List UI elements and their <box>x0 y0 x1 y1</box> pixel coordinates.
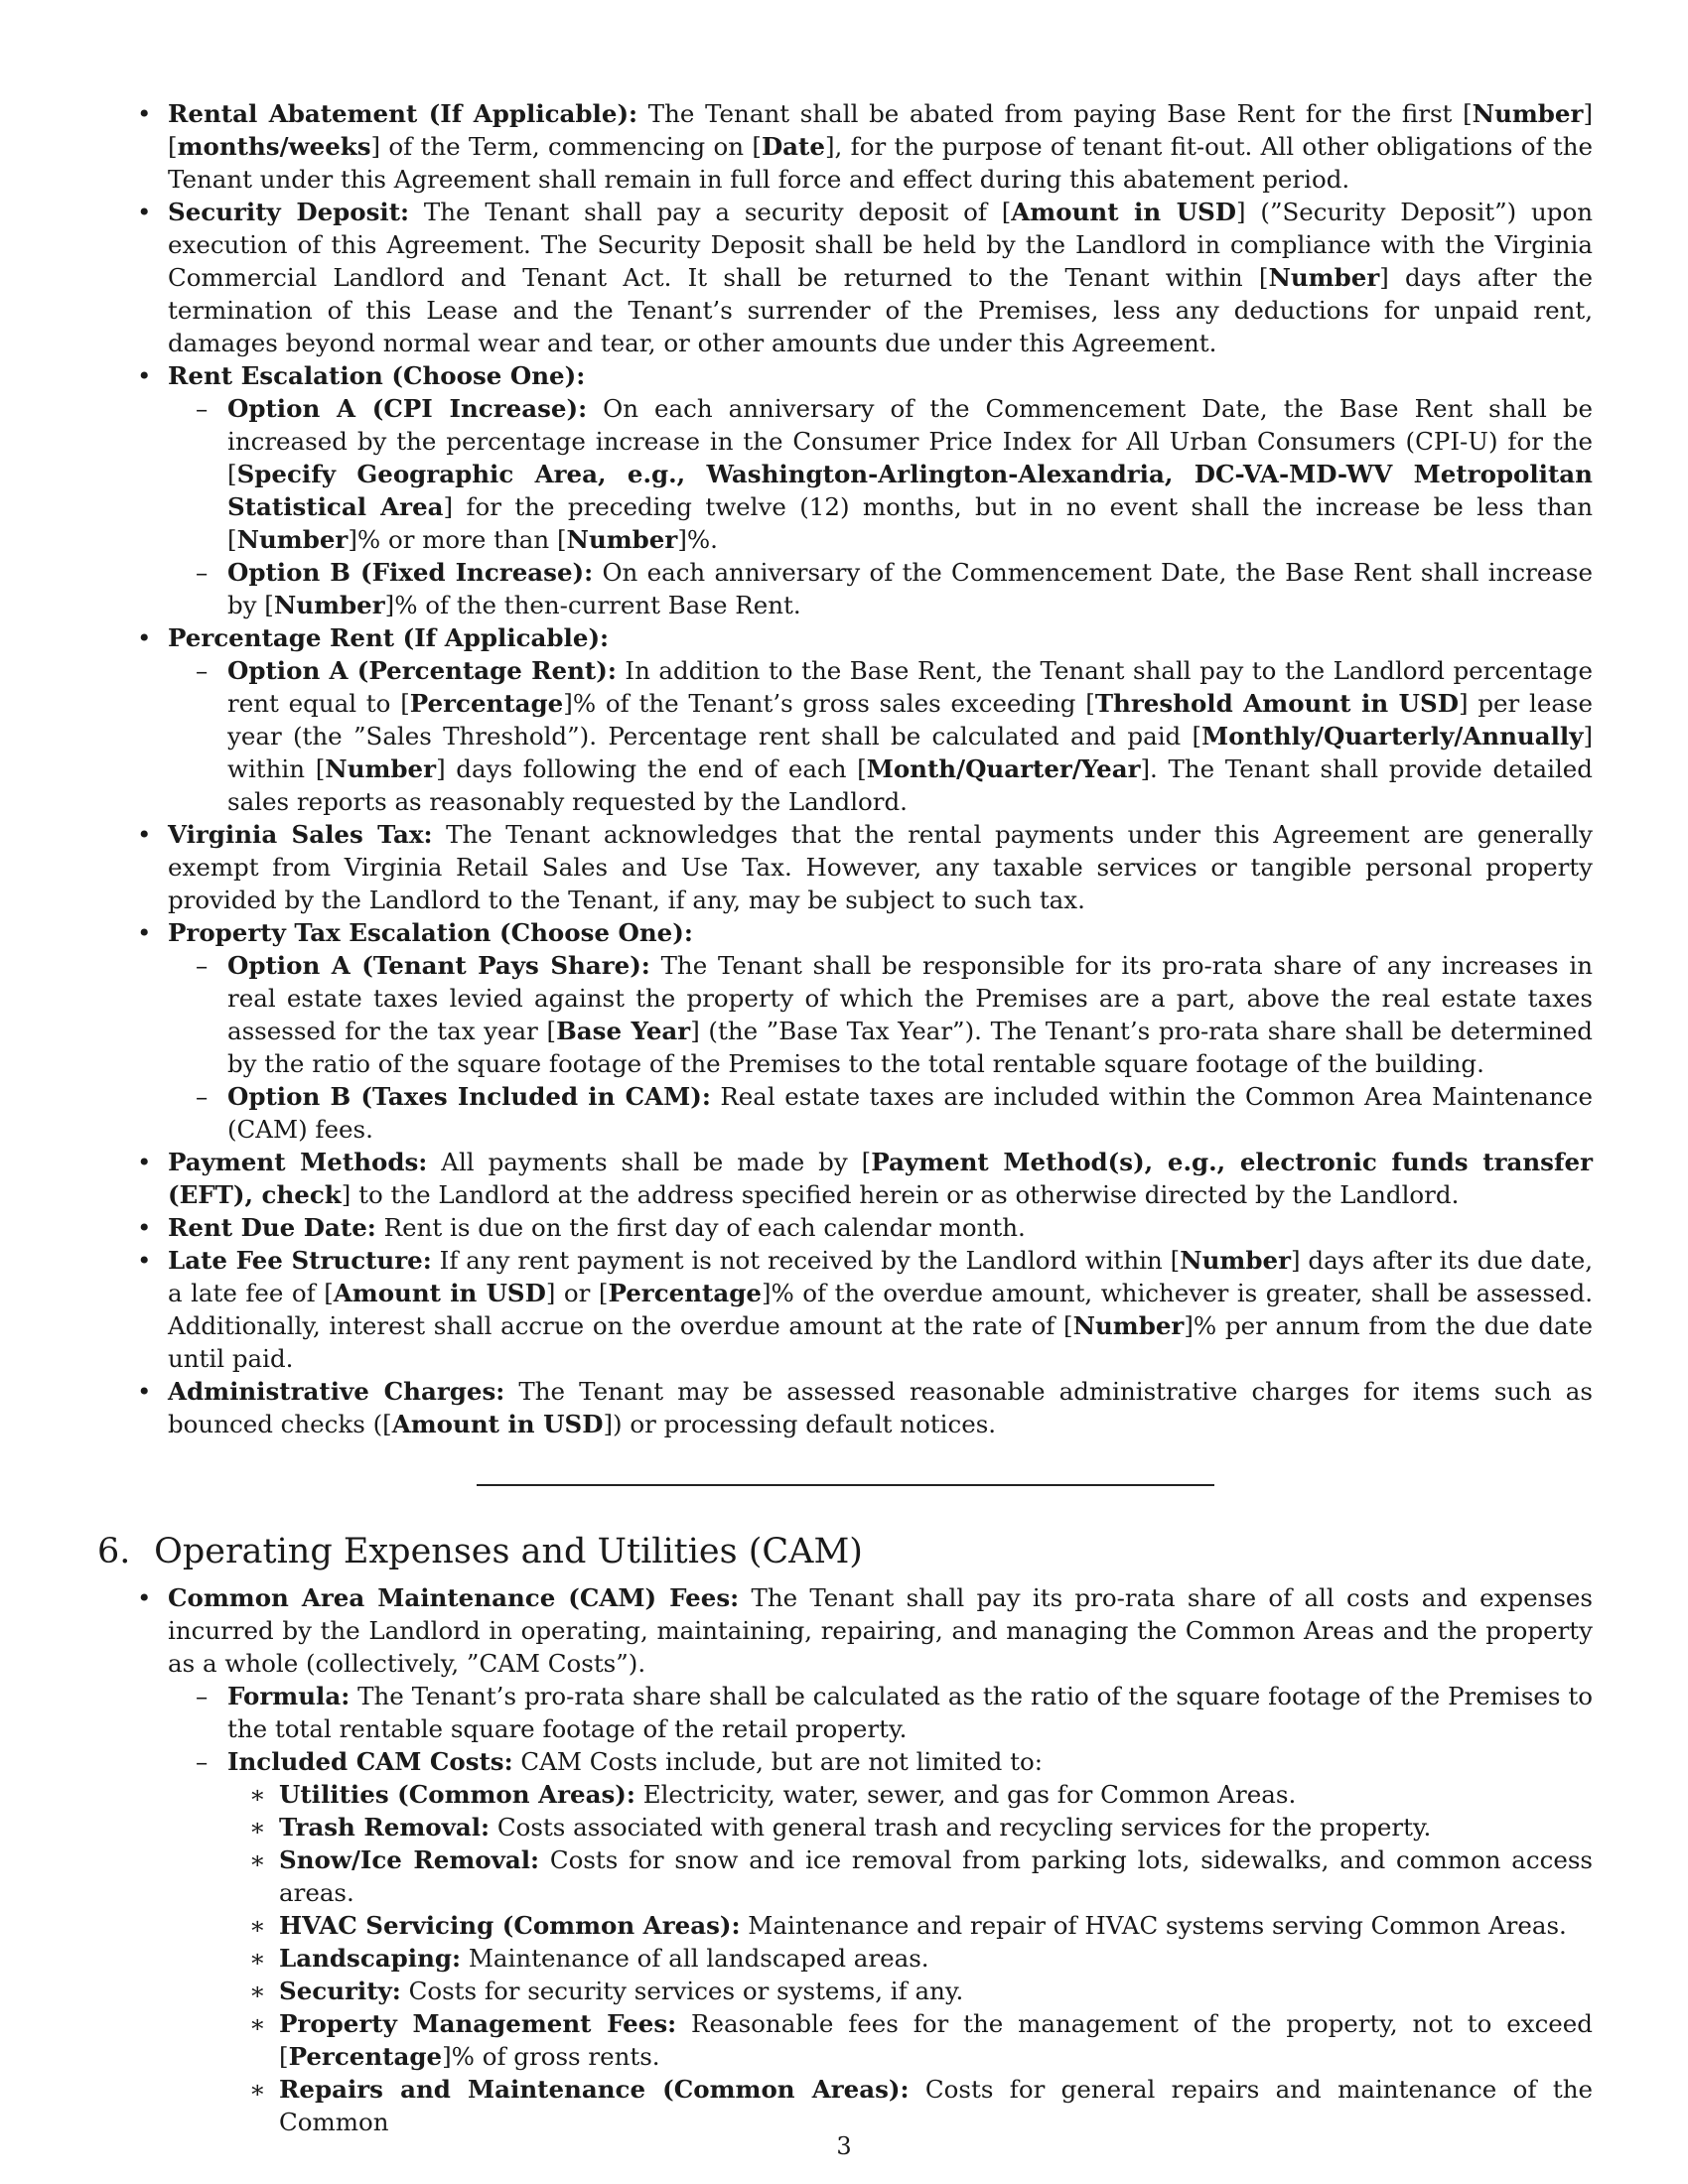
text-run: Maintenance of all landscaped areas. <box>461 1944 929 1973</box>
text-run: ] or [ <box>545 1279 609 1307</box>
list-item <box>227 1843 1593 1909</box>
bold-term: Percentage <box>608 1279 762 1307</box>
item-text <box>168 1213 1026 1242</box>
text-run: The Tenant may be assessed reasonable administrative charges for items such as bounced checks ([ <box>168 1377 1593 1438</box>
bold-term: Formula: <box>227 1682 351 1710</box>
text-run: ] days after its due date, a late fee of [ <box>168 1246 1593 1307</box>
text-run: ]% per annum from the due date until paid. <box>168 1311 1593 1373</box>
bold-term: Percentage Rent (If Applicable): <box>168 623 610 652</box>
item-text <box>227 558 1593 619</box>
bold-term: Option A (Percentage Rent): <box>227 656 617 685</box>
list-item <box>97 1581 1593 2138</box>
item-text <box>168 1246 1593 1373</box>
item-text <box>279 1845 1593 1907</box>
rent-terms-list <box>97 97 1593 1440</box>
bold-term: Rent Escalation (Choose One): <box>168 361 586 390</box>
item-text <box>168 918 693 947</box>
text-run: ]% of gross rents. <box>442 2042 660 2071</box>
item-text <box>279 1977 963 2005</box>
bullet-marker: ∗ <box>249 2075 266 2104</box>
item-text <box>168 1377 1593 1438</box>
list-item <box>97 818 1593 916</box>
bold-term: Number <box>325 754 437 783</box>
bullet-marker: • <box>137 1246 152 1275</box>
bold-term: Virginia Sales Tax: <box>168 820 433 849</box>
bold-term: Snow/Ice Removal: <box>279 1845 540 1874</box>
text-run: Maintenance and repair of HVAC systems serving Common Areas. <box>740 1911 1567 1940</box>
bold-term: Monthly/Quarterly/Annually <box>1201 722 1584 751</box>
list-item <box>227 1942 1593 1975</box>
bullet-marker: ∗ <box>249 1780 266 1809</box>
item-text <box>227 656 1593 816</box>
list-item <box>97 1146 1593 1211</box>
bold-term: Threshold Amount in USD <box>1094 689 1459 718</box>
bold-term: HVAC Servicing (Common Areas): <box>279 1911 741 1940</box>
text-run: ] of the Term, commencing on [ <box>370 132 762 161</box>
list-item <box>168 1680 1593 1745</box>
list-item <box>97 916 1593 1146</box>
text-run: If any rent payment is not received by the Landlord within [ <box>431 1246 1181 1275</box>
text-run: ]) or processing default notices. <box>603 1410 997 1438</box>
bullet-marker: – <box>196 1682 209 1710</box>
bullet-marker: ∗ <box>249 1845 266 1874</box>
bullet-marker: • <box>137 1213 152 1242</box>
text-run: ], for the purpose of tenant fit-out. All other obligations of the Tenant under this Agreement shall remain in full force and effect during this abatement period. <box>168 132 1593 194</box>
bold-term: Administrative Charges: <box>168 1377 505 1406</box>
bold-term: Trash Removal: <box>279 1813 491 1842</box>
sub-list <box>168 392 1593 621</box>
bold-term: Option A (CPI Increase): <box>227 394 588 423</box>
bold-term: Payment Method(s), e.g., electronic funds transfer (EFT), check <box>168 1148 1594 1209</box>
item-text <box>168 361 585 390</box>
bold-term: Payment Methods: <box>168 1148 428 1176</box>
text-run: On each anniversary of the Commencement Date, the Base Rent shall be increased by the percentage increase in the Consumer Price Index for All Urban Consumers (CPI-U) for the [ <box>227 394 1593 488</box>
bold-term: Specify Geographic Area, e.g., Washington-Arlington-Alexandria, DC-VA-MD-WV Metropolitan Statistical Area <box>227 460 1593 521</box>
bullet-marker: • <box>137 1148 152 1176</box>
text-run: ] to the Landlord at the address specified herein or as otherwise directed by the Landlord. <box>341 1180 1460 1209</box>
bullet-marker: • <box>137 361 152 390</box>
text-run: Costs for general repairs and maintenance of the Common <box>279 2075 1593 2136</box>
section-number: 6. <box>97 1532 131 1571</box>
text-run: ]. The Tenant shall provide detailed sales reports as reasonably requested by the Landlord. <box>227 754 1593 816</box>
bullet-marker: – <box>196 394 209 423</box>
item-text <box>279 1944 929 1973</box>
list-item <box>227 1778 1593 1811</box>
item-text <box>279 2009 1593 2071</box>
text-run: Electricity, water, sewer, and gas for Common Areas. <box>634 1780 1297 1809</box>
list-item <box>168 949 1593 1080</box>
item-text <box>227 951 1593 1078</box>
bullet-marker: ∗ <box>249 1911 266 1940</box>
item-text <box>227 1747 1043 1776</box>
list-item <box>168 654 1593 818</box>
bullet-marker: • <box>137 918 152 947</box>
text-run: ]% of the then-current Base Rent. <box>384 591 801 619</box>
list-item <box>97 1211 1593 1244</box>
bullet-marker: • <box>137 623 152 652</box>
sub-list <box>168 1680 1593 2138</box>
bold-term: Percentage <box>288 2042 443 2071</box>
bold-term: Number <box>1268 263 1380 292</box>
bullet-marker: • <box>137 198 152 226</box>
list-item <box>168 1080 1593 1146</box>
item-text <box>279 1780 1296 1809</box>
text-run: ] within [ <box>227 722 1593 783</box>
bold-term: Number <box>1180 1246 1291 1275</box>
text-run: ] (”Security Deposit”) upon execution of this Agreement. The Security Deposit shall be held by the Landlord in compliance with the Virginia Commercial Landlord and Tenant Act. It shall be returned to the Tenant within [ <box>168 198 1593 292</box>
bold-term: Late Fee Structure: <box>168 1246 432 1275</box>
text-run: CAM Costs include, but are not limited to: <box>512 1747 1043 1776</box>
text-run: Costs for security services or systems, if any. <box>400 1977 964 2005</box>
bold-term: Number <box>1072 1311 1185 1340</box>
text-run: ] (the ”Base Tax Year”). The Tenant’s pro-rata share shall be determined by the ratio of the square footage of the Premises to the total rentable square footage of the building. <box>227 1017 1593 1078</box>
list-item <box>97 1375 1593 1440</box>
bullet-marker: • <box>137 820 152 849</box>
bold-term: Number <box>236 525 349 554</box>
bold-term: Rental Abatement (If Applicable): <box>168 99 638 128</box>
bold-term: Option B (Taxes Included in CAM): <box>227 1082 711 1111</box>
list-item <box>97 196 1593 359</box>
text-run: On each anniversary of the Commencement Date, the Base Rent shall increase by [ <box>227 558 1593 619</box>
text-run: ]%. <box>677 525 718 554</box>
item-text <box>227 1682 1593 1743</box>
item-text <box>168 99 1593 194</box>
bullet-marker: • <box>137 1377 152 1406</box>
bullet-marker: – <box>196 1082 209 1111</box>
bold-term: Base Year <box>556 1017 691 1045</box>
text-run: The Tenant acknowledges that the rental payments under this Agreement are generally exempt from Virginia Retail Sales and Use Tax. However, any taxable services or tangible personal property provided by the Landlord to the Tenant, if any, may be subject to such tax. <box>168 820 1594 914</box>
bold-term: Included CAM Costs: <box>227 1747 513 1776</box>
bold-term: Month/Quarter/Year <box>866 754 1141 783</box>
item-text <box>168 820 1593 914</box>
bullet-marker: – <box>196 951 209 980</box>
text-run: ]% of the overdue amount, whichever is greater, shall be assessed. Additionally, interest shall accrue on the overdue amount at the rate of [ <box>168 1279 1594 1340</box>
section-heading <box>97 1530 1593 1573</box>
bullet-marker: ∗ <box>249 1944 266 1973</box>
text-run: Costs for snow and ice removal from parking lots, sidewalks, and common access areas. <box>279 1845 1593 1907</box>
bold-term: Amount in USD <box>391 1410 604 1438</box>
bullet-marker: – <box>196 558 209 587</box>
bold-term: Number <box>566 525 678 554</box>
text-run: The Tenant shall be responsible for its pro-rata share of any increases in real estate taxes levied against the property of which the Premises are a part, above the real estate taxes assessed for the tax year [ <box>227 951 1593 1045</box>
bold-term: Landscaping: <box>279 1944 462 1973</box>
text-run: ] per lease year (the ”Sales Threshold”). Percentage rent shall be calculated and paid [ <box>227 689 1594 751</box>
item-text <box>168 198 1593 357</box>
list-item <box>168 556 1593 621</box>
bold-term: Option B (Fixed Increase): <box>227 558 594 587</box>
section-title: Operating Expenses and Utilities (CAM) <box>154 1532 863 1571</box>
bullet-marker: ∗ <box>249 1813 266 1842</box>
text-run: Costs associated with general trash and recycling services for the property. <box>490 1813 1432 1842</box>
text-run: ] [ <box>168 99 1593 161</box>
item-text <box>279 1813 1431 1842</box>
bold-term: Repairs and Maintenance (Common Areas): <box>279 2075 910 2104</box>
item-text <box>168 1148 1593 1209</box>
item-text <box>168 1583 1593 1678</box>
list-item <box>168 1745 1593 2138</box>
text-run: ]% of the Tenant’s gross sales exceeding [ <box>563 689 1095 718</box>
text-run: Real estate taxes are included within the Common Area Maintenance (CAM) fees. <box>227 1082 1593 1144</box>
sub-list <box>168 654 1593 818</box>
bold-term: Percentage <box>409 689 564 718</box>
text-run: Rent is due on the first day of each calendar month. <box>375 1213 1026 1242</box>
bullet-marker: – <box>196 656 209 685</box>
text-run: ] days following the end of each [ <box>436 754 867 783</box>
bullet-marker: – <box>196 1747 209 1776</box>
bold-term: Property Tax Escalation (Choose One): <box>168 918 693 947</box>
bold-term: Security Deposit: <box>168 198 410 226</box>
list-item <box>227 1975 1593 2007</box>
list-item <box>227 1909 1593 1942</box>
cam-terms-list <box>97 1581 1593 2138</box>
list-item <box>227 2007 1593 2073</box>
list-item <box>168 392 1593 556</box>
page-number: 3 <box>836 2132 852 2160</box>
list-item <box>97 1244 1593 1375</box>
bullet-marker: • <box>137 1583 152 1612</box>
page-content <box>97 97 1593 2138</box>
text-run: ]% or more than [ <box>348 525 567 554</box>
list-item <box>97 97 1593 196</box>
bullet-marker: ∗ <box>249 1977 266 2005</box>
item-text <box>227 1082 1593 1144</box>
bold-term: Option A (Tenant Pays Share): <box>227 951 650 980</box>
text-run: The Tenant’s pro-rata share shall be calculated as the ratio of the square footage of the Premises to the total rentable square footage of the retail property. <box>227 1682 1593 1743</box>
bullet-marker: • <box>137 99 152 128</box>
item-text <box>279 1911 1567 1940</box>
item-text <box>279 2075 1593 2136</box>
bold-term: months/weeks <box>177 132 371 161</box>
list-item <box>97 621 1593 818</box>
list-item <box>227 1811 1593 1843</box>
text-run: The Tenant shall pay a security deposit of [ <box>409 198 1012 226</box>
bold-term: Common Area Maintenance (CAM) Fees: <box>168 1583 740 1612</box>
list-item <box>97 359 1593 621</box>
text-run: ] for the preceding twelve (12) months, but in no event shall the increase be less than [ <box>227 492 1593 554</box>
bold-term: Number <box>273 591 385 619</box>
text-run: The Tenant shall pay its pro-rata share of all costs and expenses incurred by the Landlord in operating, maintaining, repairing, and managing the Common Areas and the property as a whole (collectively, ”CAM Costs”). <box>168 1583 1594 1678</box>
bold-term: Number <box>1472 99 1584 128</box>
sub-list <box>168 949 1593 1146</box>
bold-term: Rent Due Date: <box>168 1213 376 1242</box>
bold-term: Date <box>761 132 825 161</box>
item-text <box>227 394 1593 554</box>
bold-term: Security: <box>279 1977 401 2005</box>
list-item <box>227 2073 1593 2138</box>
bullet-marker: ∗ <box>249 2009 266 2038</box>
sub-list <box>227 1778 1593 2138</box>
text-run: All payments shall be made by [ <box>427 1148 872 1176</box>
bold-term: Property Management Fees: <box>279 2009 677 2038</box>
item-text <box>168 623 609 652</box>
text-run: The Tenant shall be abated from paying Base Rent for the first [ <box>637 99 1473 128</box>
text-run: In addition to the Base Rent, the Tenant shall pay to the Landlord percentage rent equal to [ <box>227 656 1593 718</box>
bold-term: Amount in USD <box>333 1279 546 1307</box>
section-divider <box>477 1484 1214 1486</box>
text-run: Reasonable fees for the management of the property, not to exceed [ <box>279 2009 1593 2071</box>
bold-term: Utilities (Common Areas): <box>279 1780 635 1809</box>
bold-term: Amount in USD <box>1011 198 1237 226</box>
text-run: ] days after the termination of this Lease and the Tenant’s surrender of the Premises, less any deductions for unpaid rent, damages beyond normal wear and tear, or other amounts due under this Agreement. <box>168 263 1593 357</box>
